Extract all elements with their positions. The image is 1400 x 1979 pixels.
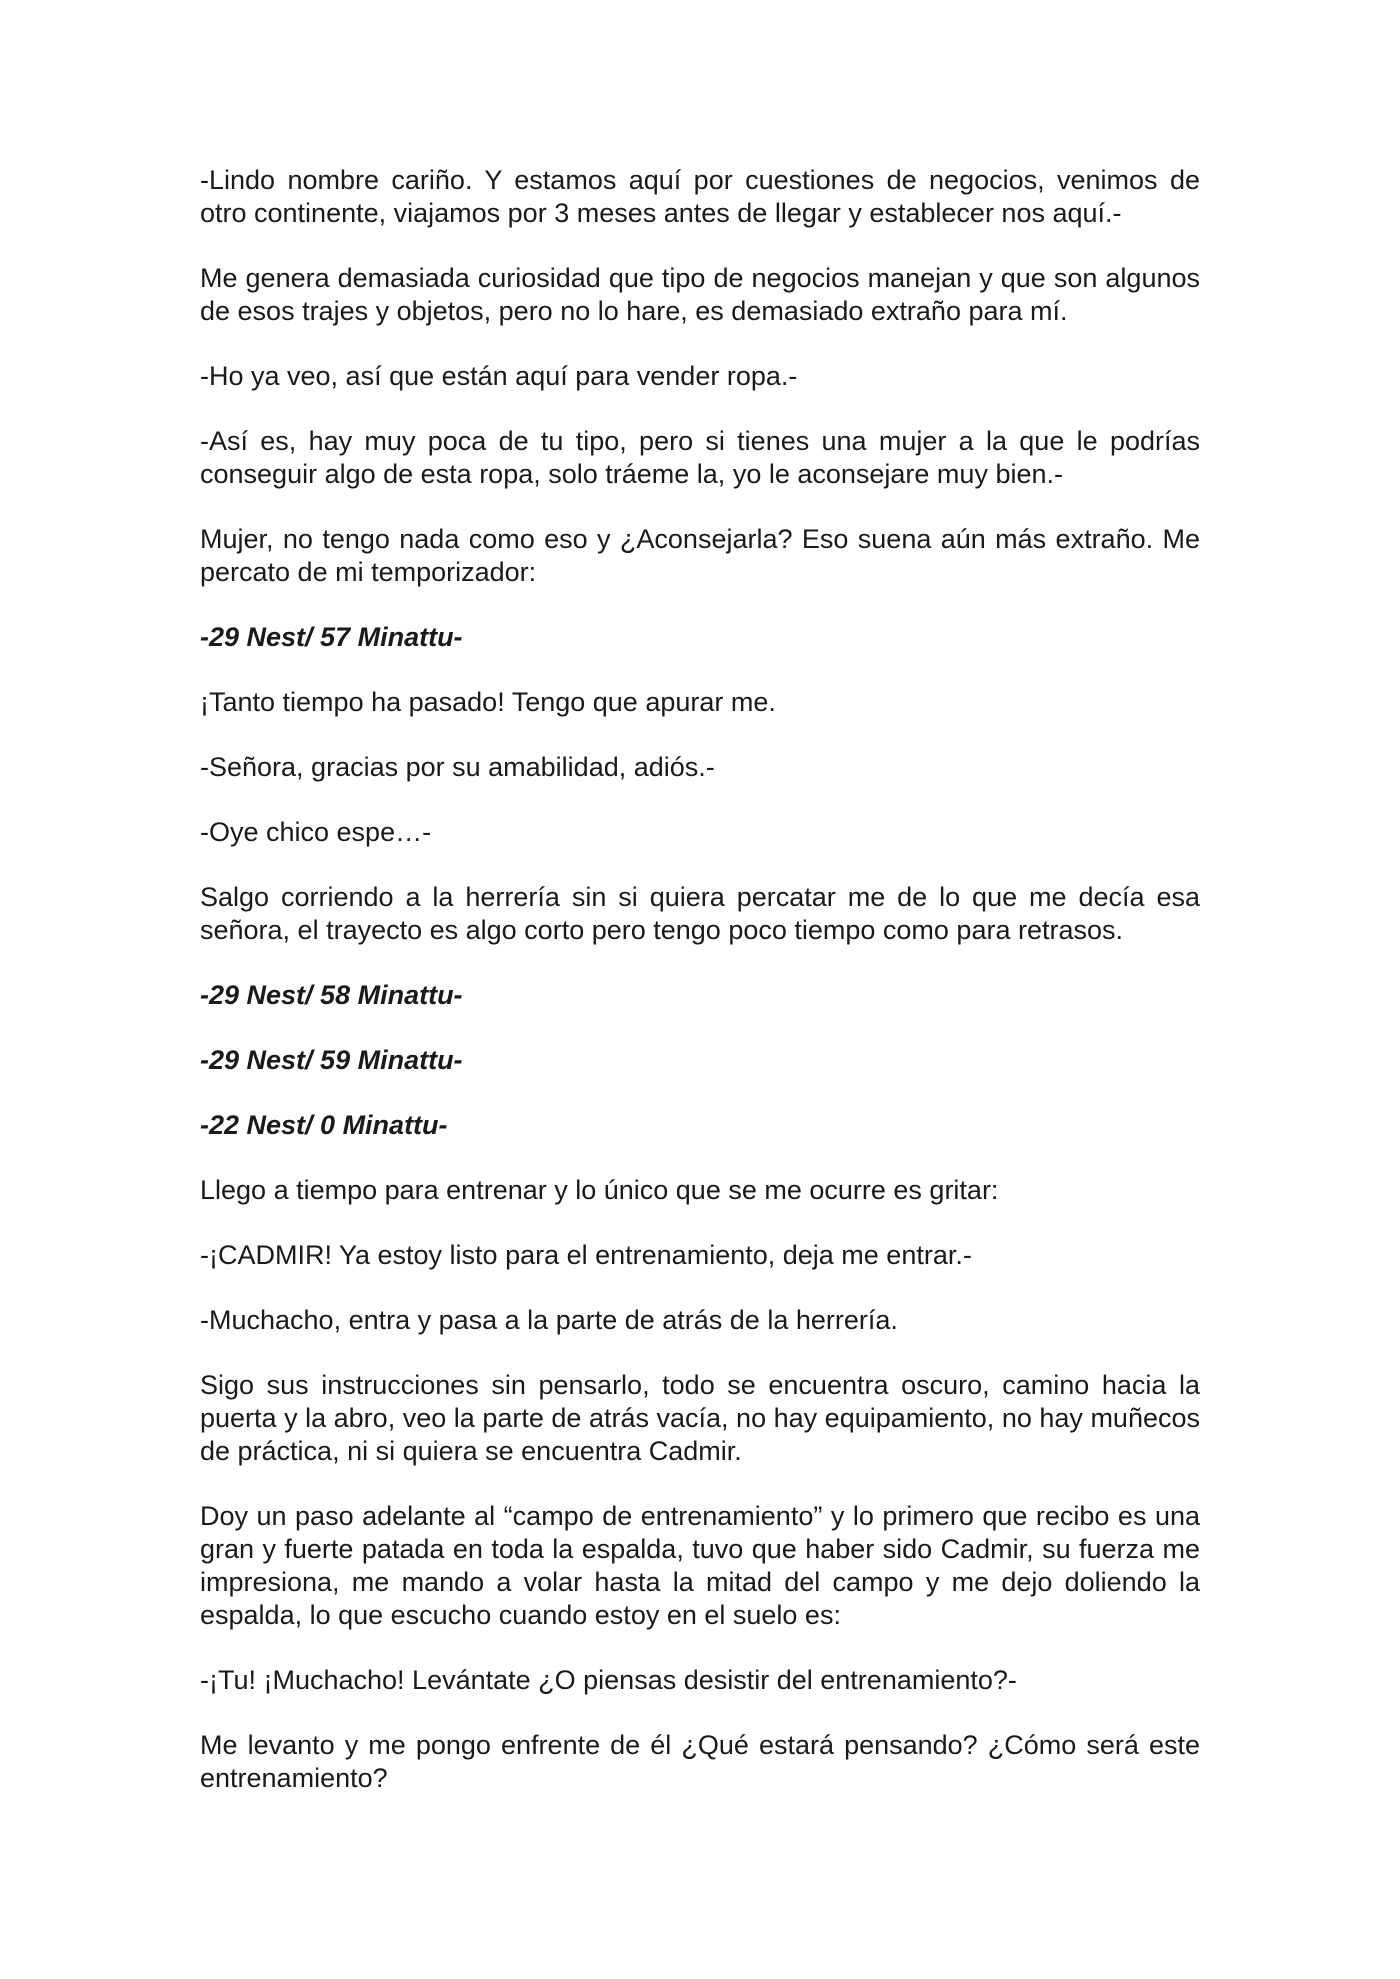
paragraph: Salgo corriendo a la herrería sin si quiera percatar me de lo que me decía esa señora, el trayecto es algo corto pero tengo poco tiempo como para retrasos. [200,882,1200,945]
paragraph: Doy un paso adelante al “campo de entrenamiento” y lo primero que recibo es una gran y fuerte patada en toda la espalda, tuvo que haber sido Cadmir, su fuerza me impresiona, me mando a volar hasta la mitad del campo y me dejo doliendo la espalda, lo que escucho cuando estoy en el suelo es: [200,1501,1200,1630]
timer-line: -22 Nest/ 0 Minattu- [200,1110,448,1140]
paragraph: -¡Tu! ¡Muchacho! Levántate ¿O piensas desistir del entrenamiento?- [200,1665,1017,1695]
paragraph: Me levanto y me pongo enfrente de él ¿Qué estará pensando? ¿Cómo será este entrenamiento? [200,1730,1200,1793]
paragraph: ¡Tanto tiempo ha pasado! Tengo que apurar me. [200,687,776,717]
timer-line: -29 Nest/ 58 Minattu- [200,980,463,1010]
paragraph: -Ho ya veo, así que están aquí para vender ropa.- [200,361,798,391]
paragraph: -Muchacho, entra y pasa a la parte de atrás de la herrería. [200,1305,898,1335]
paragraph: -Señora, gracias por su amabilidad, adiós.- [200,752,715,782]
paragraph: -¡CADMIR! Ya estoy listo para el entrenamiento, deja me entrar.- [200,1240,972,1270]
paragraph: -Oye chico espe…- [200,817,432,847]
paragraph: -Así es, hay muy poca de tu tipo, pero si tienes una mujer a la que le podrías conseguir algo de esta ropa, solo tráeme la, yo le aconsejare muy bien.- [200,426,1200,489]
paragraph: Sigo sus instrucciones sin pensarlo, todo se encuentra oscuro, camino hacia la puerta y la abro, veo la parte de atrás vacía, no hay equipamiento, no hay muñecos de práctica, ni si quiera se encuentra Cadmir. [200,1370,1200,1466]
paragraph: -Lindo nombre cariño. Y estamos aquí por cuestiones de negocios, venimos de otro continente, viajamos por 3 meses antes de llegar y establecer nos aquí.- [200,165,1200,228]
paragraph: Me genera demasiada curiosidad que tipo de negocios manejan y que son algunos de esos trajes y objetos, pero no lo hare, es demasiado extraño para mí. [200,263,1200,326]
document-body [200,164,1200,1827]
timer-line: -29 Nest/ 59 Minattu- [200,1045,463,1075]
timer-line: -29 Nest/ 57 Minattu- [200,622,463,652]
paragraph: Mujer, no tengo nada como eso y ¿Aconsejarla? Eso suena aún más extraño. Me percato de mi temporizador: [200,524,1200,587]
paragraph: Llego a tiempo para entrenar y lo único que se me ocurre es gritar: [200,1175,999,1205]
